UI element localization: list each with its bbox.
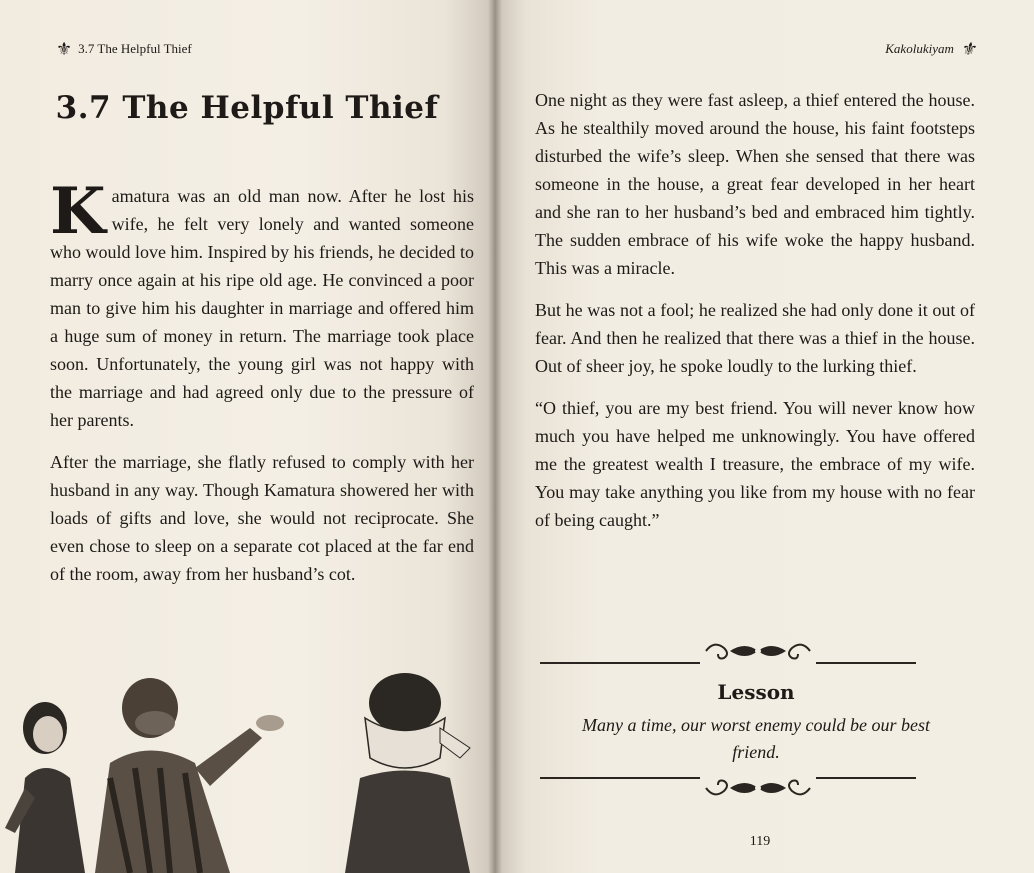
- ornament-rule: [540, 777, 700, 779]
- scroll-ornament-icon: [700, 775, 816, 801]
- left-running-head-text: 3.7 The Helpful Thief: [78, 41, 192, 56]
- right-paragraph-3: “O thief, you are my best friend. You will never know how much you have helped me unknowingly. You have offered me the greatest wealth I treasure, the embrace of my wife. You may take anything you like from my house with no fear of being caught.”: [535, 398, 975, 530]
- thief-figure: [345, 673, 470, 873]
- scroll-ornament-icon: [700, 638, 816, 664]
- right-paragraph-2: But he was not a fool; he realized she had only done it out of fear. And then he realized that there was a thief in the house. Out of sheer joy, he spoke loudly to the lurking thief.: [535, 300, 975, 376]
- fleur-de-lis-icon: ⚜: [56, 39, 73, 59]
- ornament-rule: [540, 662, 700, 664]
- left-body-text: [50, 174, 474, 602]
- chapter-title: 3.7 The Helpful Thief: [55, 90, 439, 126]
- old-man-figure: [95, 678, 284, 873]
- right-running-head: [885, 40, 976, 58]
- left-paragraph-1-text: amatura was an old man now. After he lost his wife, he felt very lonely and wanted someone who would love him. Inspired by his friends, he decided to marry once again at his ripe old age. He convinced a poor man to give him his daughter in marriage and offered him a huge sum of money in return. The marriage took place soon. Unfortunately, the young girl was not happy with the marriage and had agreed only due to the pressure of her parents.: [50, 186, 474, 430]
- lesson-heading: Lesson: [717, 680, 795, 704]
- right-body-text: [535, 86, 975, 548]
- book-gutter: [488, 0, 502, 873]
- right-running-head-text: Kakolukiyam: [885, 41, 954, 56]
- left-running-head: [56, 40, 192, 58]
- left-paragraph-2: After the marriage, she flatly refused to comply with her husband in any way. Though Kamatura showered her with loads of gifts and love, she would not reciprocate. She even chose to sleep on a separate cot placed at the far end of the room, away from her husband’s cot.: [50, 452, 474, 584]
- left-page: [0, 0, 494, 873]
- ornament-rule: [816, 777, 916, 779]
- lesson-text: Many a time, our worst enemy could be our best friend.: [582, 715, 930, 762]
- page-number: 119: [749, 834, 771, 849]
- ornament-rule: [816, 662, 916, 664]
- fleur-de-lis-icon: ⚜: [959, 39, 976, 59]
- woman-figure: [5, 702, 85, 873]
- left-paragraph-1: [50, 174, 474, 434]
- right-paragraph-1: One night as they were fast asleep, a thief entered the house. As he stealthily moved around the house, his faint footsteps disturbed the wife’s sleep. When she sensed that there was someone in the house, a great fear developed in her heart and she ran to her husband’s bed and embraced him tightly. The sudden embrace of his wife woke the happy husband. This was a miracle.: [535, 90, 975, 278]
- thief-illustration: [0, 668, 494, 873]
- drop-cap: K: [50, 174, 106, 249]
